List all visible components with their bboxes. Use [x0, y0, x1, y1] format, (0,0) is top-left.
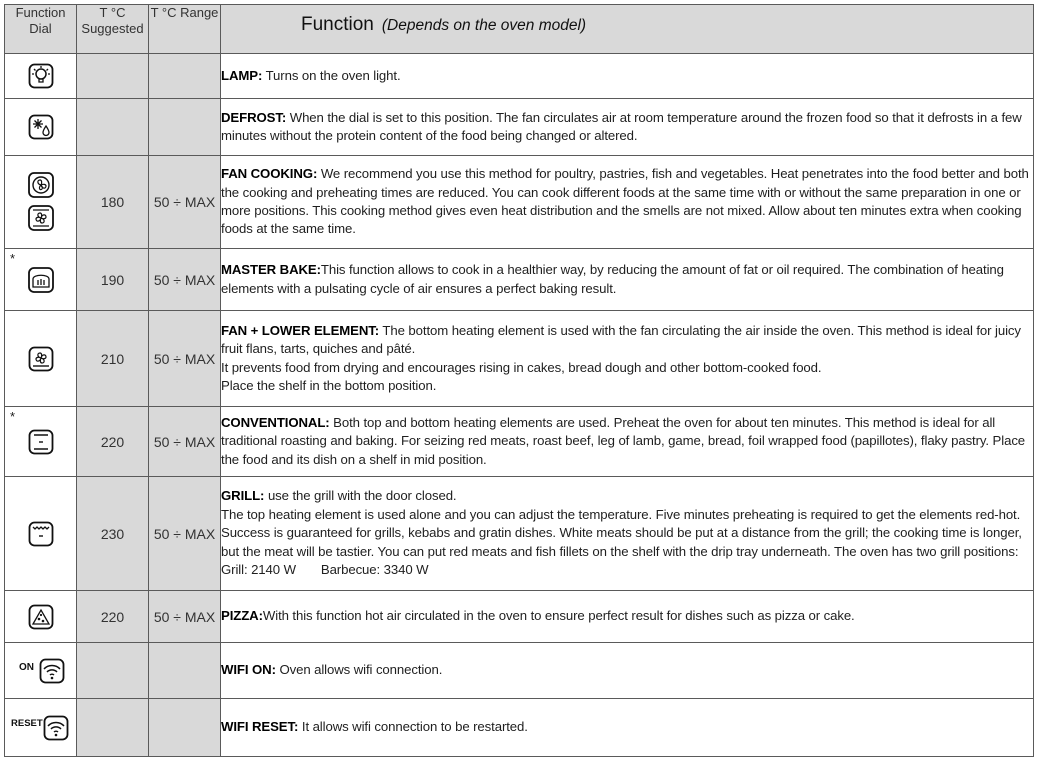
function-title: PIZZA: — [221, 608, 263, 624]
grill-icon — [28, 521, 54, 547]
header-temp-suggested: T °C Suggested — [77, 5, 149, 54]
temp-range: 50 ÷ MAX — [149, 591, 221, 643]
function-description — [221, 311, 1034, 407]
table-row — [5, 311, 1034, 407]
paragraph — [221, 322, 1033, 359]
paragraph — [221, 487, 1033, 505]
temp-range: 50 ÷ MAX — [149, 407, 221, 477]
function-text: When the dial is set to this position. The fan circulates air at room temperature around the frozen food so that it defrosts in a few minutes without the protein content of the food being changed or altered. — [221, 109, 1022, 143]
temp-suggested: 220 — [77, 591, 149, 643]
function-title: WIFI RESET: — [221, 719, 299, 735]
table-row — [5, 407, 1034, 477]
wifi-reset-icon — [43, 715, 69, 741]
temp-range — [149, 54, 221, 99]
temp-range: 50 ÷ MAX — [149, 156, 221, 249]
paragraph: Place the shelf in the bottom position. — [221, 377, 437, 393]
temp-range — [149, 643, 221, 699]
barbecue-power: Barbecue: 3340 W — [320, 562, 429, 578]
dial-cell — [5, 699, 77, 757]
table-row — [5, 54, 1034, 99]
mode-label-reset: RESET — [11, 718, 43, 729]
function-description — [221, 477, 1034, 591]
function-title: FAN COOKING: — [221, 166, 318, 182]
table-row — [5, 156, 1034, 249]
function-text: This function allows to cook in a healthier way, by reducing the amount of fat or oil required. The combination of heating elements with a pulsating cycle of air ensures a perfect baking result. — [221, 262, 1004, 296]
master-bake-icon — [27, 265, 55, 295]
table-row — [5, 699, 1034, 757]
grill-power: Grill: 2140 W — [221, 562, 296, 578]
table-row — [5, 249, 1034, 311]
conventional-icon — [28, 429, 54, 455]
defrost-icon — [28, 114, 54, 140]
paragraph — [221, 506, 1033, 580]
function-text: Turns on the oven light. — [265, 67, 401, 83]
function-title: DEFROST: — [221, 109, 287, 125]
temp-suggested — [77, 54, 149, 99]
lamp-icon — [28, 63, 54, 89]
header-function-dial: Function Dial — [5, 5, 77, 54]
function-text: use the grill with the door closed. — [267, 488, 457, 504]
temp-suggested — [77, 699, 149, 757]
dial-cell — [5, 311, 77, 407]
fan-lower-element-icon — [28, 346, 54, 372]
table-row — [5, 477, 1034, 591]
header-function — [221, 5, 1034, 54]
table-row — [5, 99, 1034, 156]
paragraph: It prevents food from drying and encourages rising in cakes, bread dough and other bottom-cooked food. — [221, 359, 822, 375]
table-header-row — [5, 5, 1034, 54]
dial-cell — [5, 54, 77, 99]
temp-suggested: 180 — [77, 156, 149, 249]
dial-cell — [5, 249, 77, 311]
fan-cooking-icon — [27, 170, 55, 234]
function-description — [221, 99, 1034, 156]
dial-cell — [5, 156, 77, 249]
table-row — [5, 643, 1034, 699]
function-title: WIFI ON: — [221, 662, 276, 678]
mode-label-on: ON — [19, 662, 34, 673]
temp-suggested: 190 — [77, 249, 149, 311]
function-description — [221, 643, 1034, 699]
temp-range — [149, 699, 221, 757]
function-text: Both top and bottom heating elements are used. Preheat the oven for about ten minutes. This method is ideal for all traditional roasting and baking. For seizing red meats, roast beef, leg of lamb, game, bread, foil wrapped food (papillotes), flaky pastry. Place the food and its dish on a shelf in mid position. — [221, 414, 1026, 467]
function-text: With this function hot air circulated in the oven to ensure perfect result for dishes such as pizza or cake. — [262, 608, 855, 624]
dial-cell — [5, 99, 77, 156]
function-description — [221, 699, 1034, 757]
function-title: LAMP: — [221, 67, 263, 83]
temp-suggested: 220 — [77, 407, 149, 477]
function-text: Oven allows wifi connection. — [275, 662, 443, 678]
oven-function-table — [4, 4, 1034, 757]
function-description — [221, 156, 1034, 249]
header-temp-range: T °C Range — [149, 5, 221, 54]
dial-cell — [5, 643, 77, 699]
function-description — [221, 407, 1034, 477]
temp-suggested: 230 — [77, 477, 149, 591]
asterisk-marker: * — [10, 251, 16, 266]
table-row — [5, 591, 1034, 643]
function-description — [221, 54, 1034, 99]
header-function-note: (Depends on the oven model) — [381, 17, 587, 34]
temp-suggested: 210 — [77, 311, 149, 407]
function-title: GRILL: — [221, 488, 265, 504]
temp-range: 50 ÷ MAX — [149, 477, 221, 591]
pizza-icon — [28, 604, 54, 630]
function-title: CONVENTIONAL: — [221, 414, 330, 430]
temp-suggested — [77, 99, 149, 156]
temp-suggested — [77, 643, 149, 699]
header-function-title: Function — [301, 14, 374, 35]
wifi-on-icon — [39, 658, 65, 684]
function-title: FAN + LOWER ELEMENT: — [221, 322, 380, 338]
asterisk-marker: * — [10, 409, 16, 424]
function-text: It allows wifi connection to be restarted. — [301, 719, 528, 735]
function-description — [221, 591, 1034, 643]
temp-range: 50 ÷ MAX — [149, 249, 221, 311]
function-text: We recommend you use this method for poultry, pastries, fish and vegetables. Heat penetrates into the food better and both the cooking and preheating times are reduced. You can cook different foods at the same time with or without the same preparation in one or more positions. This cooking method gives even heat distribution and the smells are not mixed. Allow about ten minutes extra when cooking foods at the same time. — [221, 166, 1029, 237]
function-title: MASTER BAKE: — [221, 262, 321, 278]
temp-range — [149, 99, 221, 156]
dial-cell — [5, 407, 77, 477]
dial-cell — [5, 591, 77, 643]
grill-description: The top heating element is used alone and you can adjust the temperature. Five minutes preheating is required to get the elements red-hot. Success is guaranteed for grills, kebabs and gratin dishes. White meats should be put at a distance from the grill; the cooking time is longer, but the meat will be tastier. You can put red meats and fish fillets on the shelf with the drip tray underneath. The oven has two grill positions: — [221, 506, 1022, 559]
function-description — [221, 249, 1034, 311]
dial-cell — [5, 477, 77, 591]
function-text: The bottom heating element is used with the fan circulating the air inside the oven. This method is ideal for juicy fruit flans, tarts, quiches and pâté. — [221, 322, 1021, 357]
temp-range: 50 ÷ MAX — [149, 311, 221, 407]
